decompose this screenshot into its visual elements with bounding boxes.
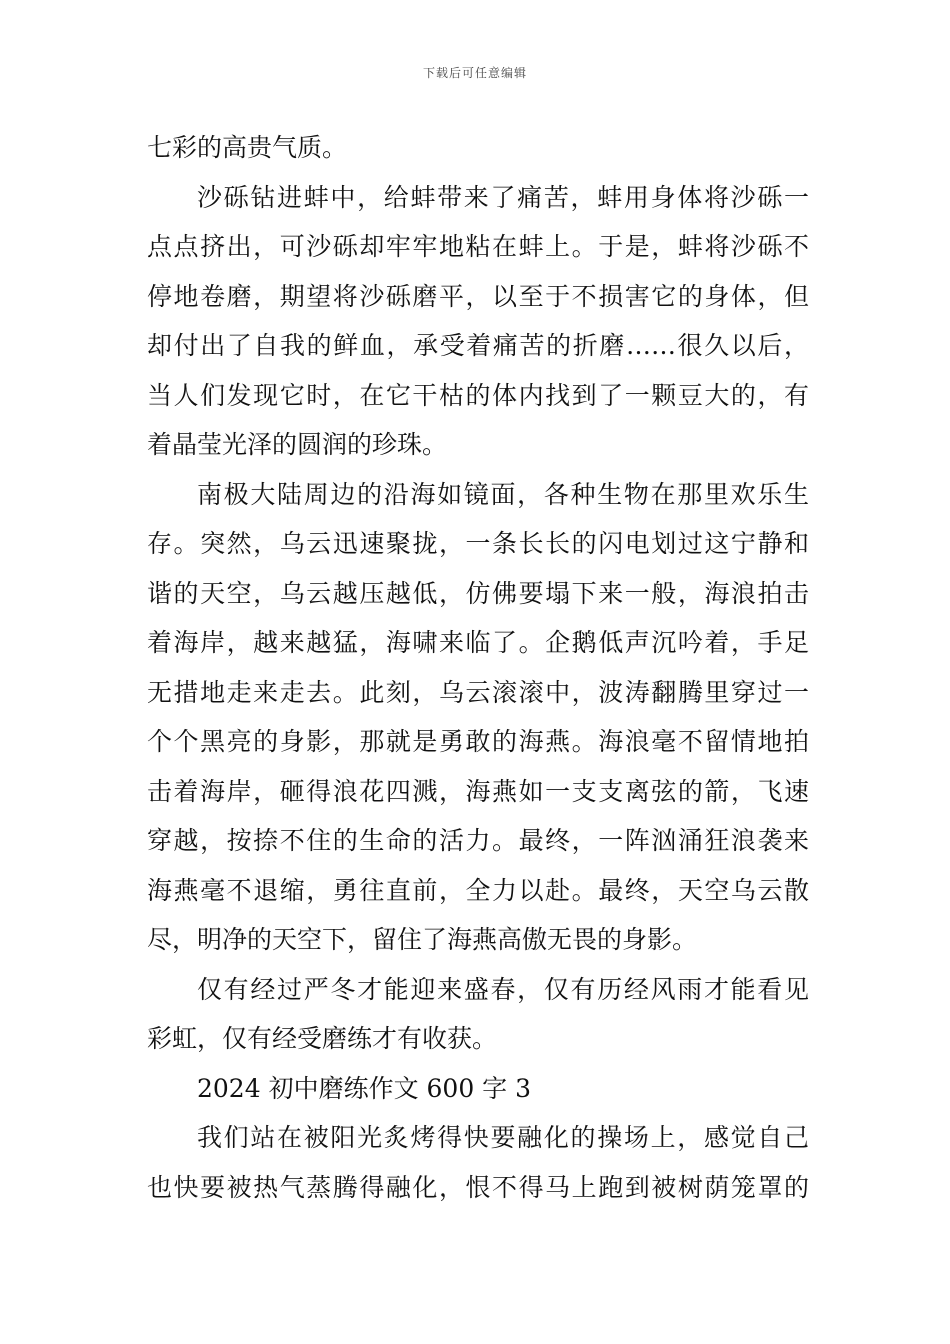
document-body xyxy=(147,128,809,1217)
text-line: 尽，明净的天空下，留住了海燕高傲无畏的身影。 xyxy=(147,925,698,954)
text-line: 彩虹，仅有经受磨练才有收获。 xyxy=(147,1024,498,1053)
text-line: 却付出了自我的鲜血，承受着痛苦的折磨……很久以后， xyxy=(147,331,809,360)
text-line: 南极大陆周边的沿海如镜面，各种生物在那里欢乐生 xyxy=(197,479,809,509)
text-line: 停地卷磨，期望将沙砾磨平，以至于不损害它的身体，但 xyxy=(147,281,809,311)
text-line: 着晶莹光泽的圆润的珍珠。 xyxy=(147,430,448,459)
text-line: 点点挤出，可沙砾却牢牢地粘在蚌上。于是，蚌将沙砾不 xyxy=(147,232,809,261)
text-line: 仅有经过严冬才能迎来盛春，仅有历经风雨才能看见 xyxy=(197,974,809,1004)
text-line: 当人们发现它时，在它干枯的体内找到了一颗豆大的，有 xyxy=(147,380,809,410)
text-line: 七彩的高贵气质。 xyxy=(147,133,348,162)
text-line: 着海岸，越来越猛，海啸来临了。企鹅低声沉吟着，手足 xyxy=(147,628,809,657)
text-line: 海燕毫不退缩，勇往直前，全力以赴。最终，天空乌云散 xyxy=(147,875,809,905)
text-line: 击着海岸，砸得浪花四溅，海燕如一支支离弦的箭，飞速 xyxy=(147,776,809,806)
text-line: 也快要被热气蒸腾得融化，恨不得马上跑到被树荫笼罩的 xyxy=(147,1172,809,1202)
text-line: 存。突然，乌云迅速聚拢，一条长长的闪电划过这宁静和 xyxy=(147,529,809,558)
page-header-note: 下载后可任意编辑 xyxy=(422,66,527,80)
section-heading: 2024 初中磨练作文 600 字 3 xyxy=(197,1073,532,1103)
text-line: 我们站在被阳光炙烤得快要融化的操场上，感觉自己 xyxy=(197,1123,809,1152)
text-line: 穿越，按捺不住的生命的活力。最终，一阵汹涌狂浪袭来 xyxy=(147,826,809,855)
text-line: 无措地走来走去。此刻，乌云滚滚中，波涛翻腾里穿过一 xyxy=(147,677,809,707)
text-line: 谐的天空，乌云越压越低，仿佛要塌下来一般，海浪拍击 xyxy=(147,578,809,608)
text-line: 沙砾钻进蚌中，给蚌带来了痛苦，蚌用身体将沙砾一 xyxy=(197,182,809,212)
text-line: 个个黑亮的身影，那就是勇敢的海燕。海浪毫不留情地拍 xyxy=(147,727,809,756)
